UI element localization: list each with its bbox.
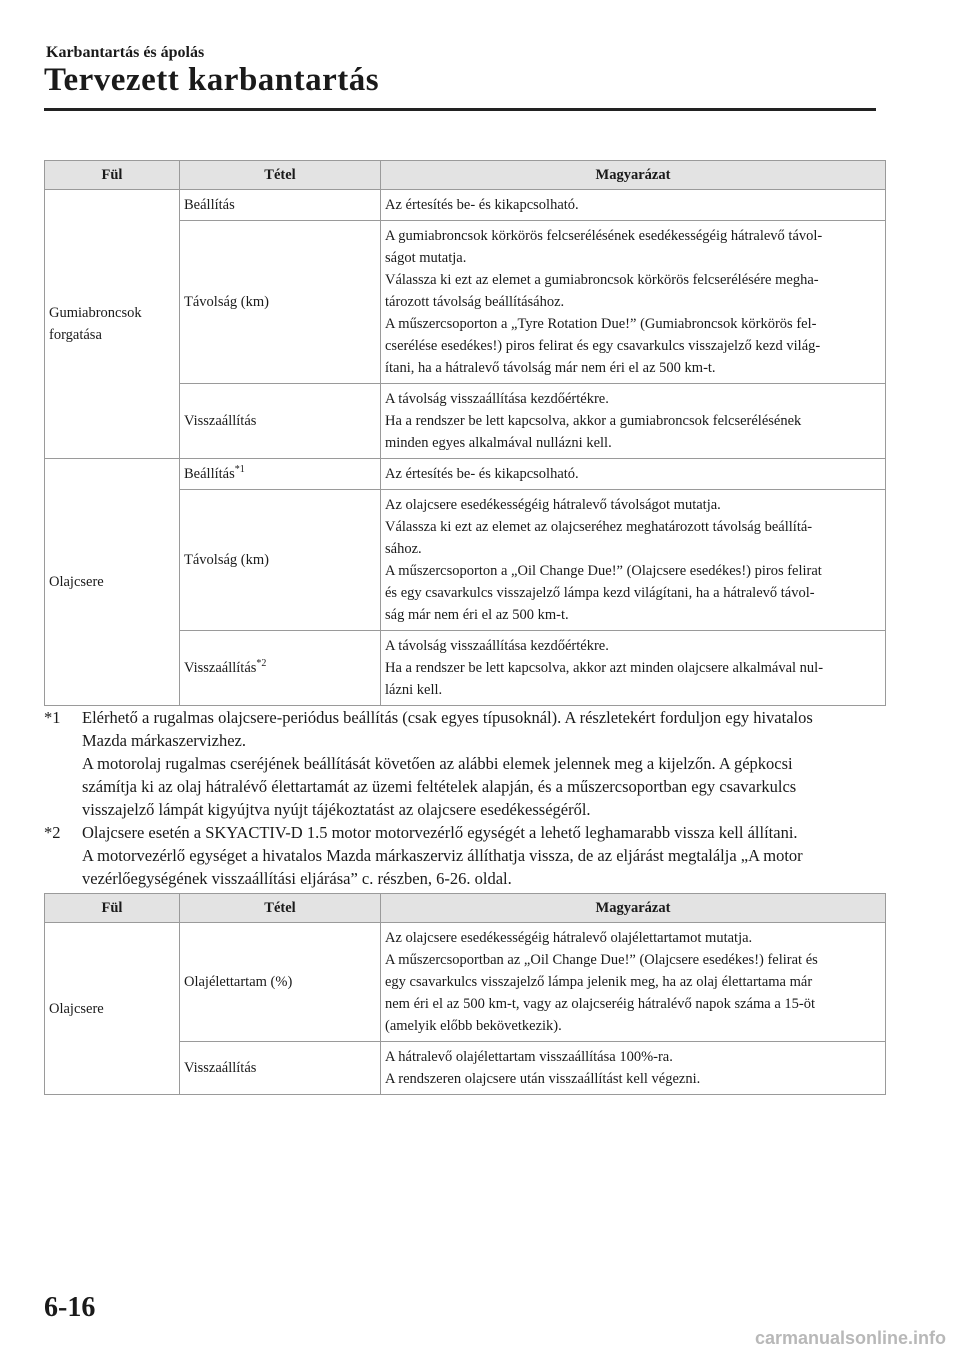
footnote-2: *2 Olajcsere esetén a SKYACTIV-D 1.5 motor motorvezérlő egységét a lehető leghamarabb vissza kell állítani. A motorvezérlő egységet a hivatalos Mazda márkaszerviz állíthatja vissza, de az eljárást megtalálja „A motor vezérlőegységének visszaállítási eljárása” c. részben, 6-26. oldal. [44, 823, 803, 888]
title-rule [44, 108, 876, 111]
group-name: Olajcsere [45, 923, 180, 1095]
group-name: Olajcsere [45, 459, 180, 706]
header-tetel: Tétel [180, 161, 381, 190]
desc-cell: Az olajcsere esedékességéig hátralevő olajélettartamot mutatja. A műszercsoportban az „Oil Change Due!” (Olajcsere esedékes!) felirat és egy csavarkulcs visszajelző lámpa jelenik meg, ha az olaj élettartama már nem éri el az 500 km-t, vagy az olajcseréig hátralévő napok száma a 15-öt (amelyik előbb bekövetkezik). [381, 923, 886, 1042]
table-header-row [45, 894, 886, 923]
watermark: carmanualsonline.info [754, 1328, 946, 1348]
desc-cell: A távolság visszaállítása kezdőértékre. Ha a rendszer be lett kapcsolva, akkor a gumiabroncsok felcserélésének minden egyes alkalmával nullázni kell. [381, 384, 886, 459]
footnotes [44, 706, 880, 890]
maintenance-table-2 [44, 893, 886, 1095]
item-cell: Visszaállítás$^{*2}$ [180, 631, 381, 706]
maintenance-table-1 [44, 160, 886, 706]
desc-cell: A hátralevő olajélettartam visszaállítása 100%-ra. A rendszeren olajcsere után visszaállítást kell végezni. [381, 1042, 886, 1095]
desc-cell: Az értesítés be- és kikapcsolható. [381, 459, 886, 490]
table-row [45, 923, 886, 1042]
item-cell: Visszaállítás [180, 1042, 381, 1095]
footnote-mark: *2 [44, 823, 61, 842]
header-tetel: Tétel [180, 894, 381, 923]
footnote-mark: *1 [44, 708, 61, 727]
item-cell: Távolság (km) [180, 490, 381, 631]
header-ful: Fül [45, 161, 180, 190]
group-name: Gumiabroncsok forgatása [45, 190, 180, 459]
desc-cell: A távolság visszaállítása kezdőértékre. Ha a rendszer be lett kapcsolva, akkor azt minden olajcsere alkalmával nul- lázni kell. [381, 631, 886, 706]
page-number: 6-16 [44, 1292, 96, 1323]
table-row [45, 190, 886, 221]
section-label: Karbantartás és ápolás [46, 44, 205, 61]
header-ful: Fül [45, 894, 180, 923]
desc-cell: Az olajcsere esedékességéig hátralevő távolságot mutatja. Válassza ki ezt az elemet az olajcseréhez meghatározott távolság beállítá- sához. A műszercsoporton a „Oil Change Due!” (Olajcsere esedékes!) piros felirat és egy csavarkulcs visszajelző lámpa kezd világítani, ha a hátralevő távol- ság már nem éri el az 500 km-t. [381, 490, 886, 631]
item-cell: Visszaállítás [180, 384, 381, 459]
footnote-ref: *2 [256, 658, 267, 670]
desc-cell: Az értesítés be- és kikapcsolható. [381, 190, 886, 221]
item-cell: Olajélettartam (%) [180, 923, 381, 1042]
item-cell: Beállítás [180, 190, 381, 221]
footnote-1: *1 Elérhető a rugalmas olajcsere-periódus beállítás (csak egyes típusoknál). A részletekért forduljon egy hivatalos Mazda márkaszervizhez. A motorolaj rugalmas cseréjének beállítását követően az alábbi elemek jelennek meg a kijelzőn. A gépkocsi számítja ki az olaj hátralévő élettartamát az üzemi feltételek alapján, és a műszercsoportban egy csavarkulcs visszajelző lámpát kigyújtva nyújt tájékoztatást az olajcsere esedékességéről. [44, 708, 813, 819]
item-cell: Távolság (km) [180, 221, 381, 384]
header-magyarazat: Magyarázat [381, 894, 886, 923]
page-title: Tervezett karbantartás [44, 62, 380, 98]
footnote-ref: *1 [234, 464, 245, 476]
table-header-row [45, 161, 886, 190]
item-cell: Beállítás$^{*1}$ [180, 459, 381, 490]
table-row [45, 459, 886, 490]
header-magyarazat: Magyarázat [381, 161, 886, 190]
desc-cell: A gumiabroncsok körkörös felcserélésének esedékességéig hátralevő távol- ságot mutatja. Válassza ki ezt az elemet a gumiabroncsok körkörös felcserélésére megha- tározott távolság beállításához. A műszercsoporton a „Tyre Rotation Due!” (Gumiabroncsok körkörös fel- cserélése esedékes!) piros felirat és egy csavarkulcs visszajelző kezd világ- ítani, ha a hátralevő távolság már nem éri el az 500 km-t. [381, 221, 886, 384]
